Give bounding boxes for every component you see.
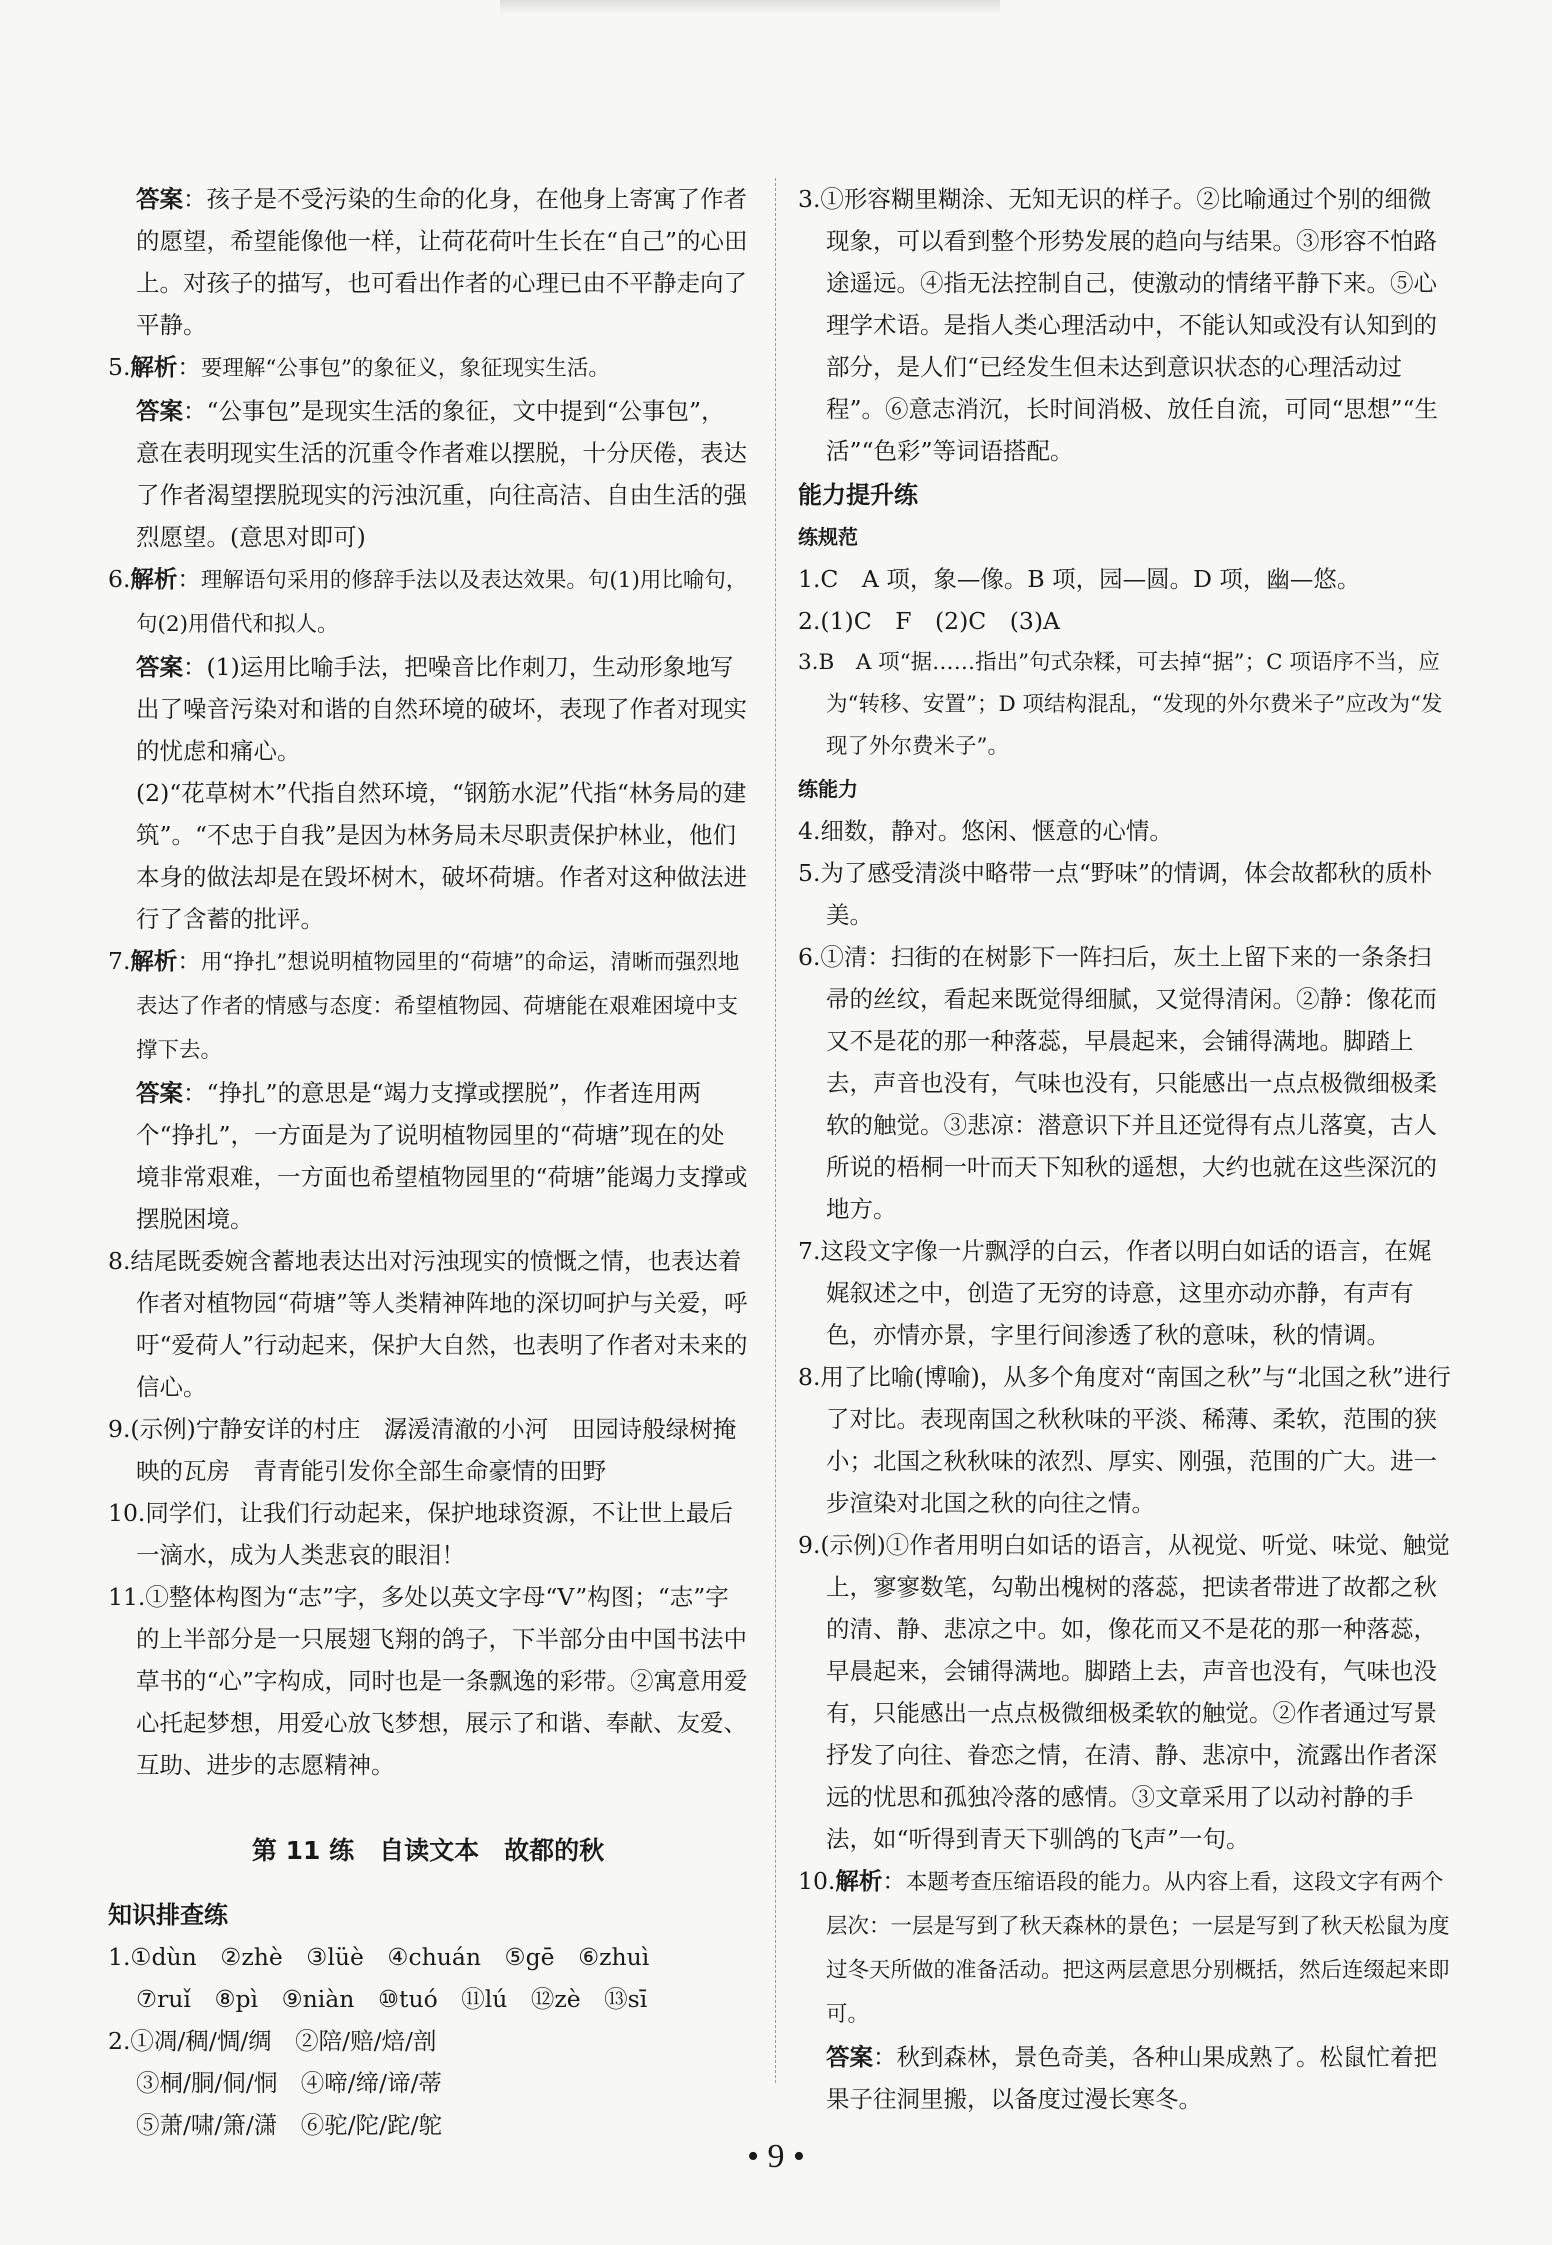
section-ability: 能力提升练 — [798, 481, 918, 509]
q6-answer-1: 答案：(1)运用比喻手法，把噪音比作刺刀，生动形象地写出了噪音污染对和谐的自然环境的破坏，表现了作者对现实的忧虑和痛心。 — [136, 653, 747, 765]
left-column — [108, 178, 748, 2146]
k2-line2: ③桐/胴/侗/恫 ④啼/缔/谛/蒂 — [136, 2069, 443, 2097]
a10-analysis: 10.解析：本题考查压缩语段的能力。从内容上看，这段文字有两个层次：一层是写到了秋天森林的景色；一层是写到了秋天松鼠为度过冬天所做的准备活动。把这两层意思分别概括，然后连缀起来即可。 — [798, 1867, 1450, 2027]
q7-answer: 答案：“挣扎”的意思是“竭力支撑或摆脱”，作者连用两个“挣扎”，一方面是为了说明植物园里的“荷塘”现在的处境非常艰难，一方面也希望植物园里的“荷塘”能竭力支撑或摆脱困境。 — [136, 1079, 748, 1233]
a4: 4.细数，静对。悠闲、惬意的心情。 — [798, 817, 1173, 845]
k2-line3: ⑤萧/啸/箫/潇 ⑥驼/陀/跎/鸵 — [136, 2111, 443, 2139]
q8: 8.结尾既委婉含蓄地表达出对污浊现实的愤慨之情，也表达着作者对植物园“荷塘”等人类精神阵地的深切呵护与关爱，呼吁“爱荷人”行动起来，保护大自然，也表明了作者对未来的信心。 — [108, 1247, 748, 1401]
k1-line2: ⑦ruǐ ⑧pì ⑨niàn ⑩tuó ⑪lú ⑫zè ⑬sī — [136, 1985, 648, 2013]
a5: 5.为了感受清淡中略带一点“野味”的情调，体会故都秋的质朴美。 — [798, 859, 1432, 929]
lesson-title: 第 11 练 自读文本 故都的秋 — [251, 1836, 605, 1865]
section-knowledge: 知识排查练 — [108, 1901, 228, 1929]
a6: 6.①清：扫街的在树影下一阵扫后，灰土上留下来的一条条扫帚的丝纹，看起来既觉得细腻，又觉得清闲。②静：像花而又不是花的那一种落蕊，早晨起来，会铺得满地。脚踏上去，声音也没有，气味也没有，只能感出一点点极微细极柔软的触觉。③悲凉：潜意识下并且还觉得有点儿落寞，古人所说的梧桐一叶而天下知秋的遥想，大约也就在这些深沉的地方。 — [798, 943, 1437, 1223]
a7: 7.这段文字像一片飘浮的白云，作者以明白如话的语言，在娓娓叙述之中，创造了无穷的诗意，这里亦动亦静，有声有色，亦情亦景，字里行间渗透了秋的意味，秋的情调。 — [798, 1237, 1432, 1349]
k1-line1: 1.①dùn ②zhè ③lüè ④chuán ⑤gē ⑥zhuì — [108, 1943, 650, 1971]
scan-edge — [500, 0, 1000, 14]
a10-answer: 答案：秋到森林，景色奇美，各种山果成熟了。松鼠忙着把果子往洞里搬，以备度过漫长寒冬。 — [826, 2043, 1437, 2113]
q5-analysis: 5.解析：要理解“公事包”的象征义，象征现实生活。 — [108, 353, 610, 381]
q6-answer-2: (2)“花草树木”代指自然环境，“钢筋水泥”代指“林务局的建筑”。“不忠于自我”是因为林务局未尽职责保护林业，他们本身的做法却是在毁坏树木，破坏荷塘。作者对这种做法进行了含蓄的批评。 — [136, 779, 747, 933]
n3: 3.B A 项“据……指出”句式杂糅，可去掉“据”；C 项语序不当，应为“转移、安置”；D 项结构混乱，“发现的外尔费米子”应改为“发现了外尔费米子”。 — [798, 650, 1443, 759]
k2-line1: 2.①凋/稠/惆/绸 ②陪/赔/焙/剖 — [108, 2027, 437, 2055]
q4-answer: 答案：孩子是不受污染的生命的化身，在他身上寄寓了作者的愿望，希望能像他一样，让荷花荷叶生长在“自己”的心田上。对孩子的描写，也可看出作者的心理已由不平静走向了平静。 — [136, 185, 748, 339]
sub-ability: 练能力 — [798, 777, 858, 801]
a9: 9.(示例)①作者用明白如话的语言，从视觉、听觉、味觉、触觉上，寥寥数笔，勾勒出槐树的落蕊，把读者带进了故都之秋的清、静、悲凉之中。如，像花而又不是花的那一种落蕊，早晨起来，会铺得满地。脚踏上去，声音也没有，气味也没有，只能感出一点点极微细极柔软的触觉。②作者通过写景抒发了向往、眷恋之情，在清、静、悲凉中，流露出作者深远的忧思和孤独冷落的感情。③文章采用了以动衬静的手法，如“听得到青天下驯鸽的飞声”一句。 — [798, 1531, 1450, 1853]
q7-analysis: 7.解析：用“挣扎”想说明植物园里的“荷塘”的命运，清晰而强烈地表达了作者的情感与态度：希望植物园、荷塘能在艰难困境中支撑下去。 — [108, 947, 740, 1063]
n2: 2.(1)C F (2)C (3)A — [798, 607, 1061, 635]
page-number: • 9 • — [747, 2138, 805, 2175]
q9: 9.(示例)宁静安详的村庄 潺湲清澈的小河 田园诗般绿树掩映的瓦房 青青能引发你全部生命豪情的田野 — [108, 1415, 737, 1485]
q10: 10.同学们，让我们行动起来，保护地球资源，不让世上最后一滴水，成为人类悲哀的眼泪！ — [108, 1499, 733, 1569]
q6-analysis: 6.解析：理解语句采用的修辞手法以及表达效果。句(1)用比喻句，句(2)用借代和拟人。 — [108, 565, 748, 637]
q11: 11.①整体构图为“志”字，多处以英文字母“V”构图；“志”字的上半部分是一只展翅飞翔的鸽子，下半部分由中国书法中草书的“心”字构成，同时也是一条飘逸的彩带。②寓意用爱心托起梦想，用爱心放飞梦想，展示了和谐、奉献、友爱、互助、进步的志愿精神。 — [108, 1583, 748, 1779]
q5-answer: 答案：“公事包”是现实生活的象征，文中提到“公事包”，意在表明现实生活的沉重令作者难以摆脱，十分厌倦，表达了作者渴望摆脱现实的污浊沉重，向往高洁、自由生活的强烈愿望。(意思对即可) — [136, 397, 747, 551]
right-column — [798, 178, 1453, 2120]
column-divider — [775, 178, 776, 2083]
sub-norm: 练规范 — [798, 525, 858, 549]
a8: 8.用了比喻(博喻)，从多个角度对“南国之秋”与“北国之秋”进行了对比。表现南国之秋秋味的平淡、稀薄、柔软，范围的狭小；北国之秋秋味的浓烈、厚实、刚强，范围的广大。进一步渲染对北国之秋的向往之情。 — [798, 1363, 1451, 1517]
n1: 1.C A 项，象—像。B 项，园—圆。D 项，幽—悠。 — [798, 565, 1361, 593]
k3: 3.①形容糊里糊涂、无知无识的样子。②比喻通过个别的细微现象，可以看到整个形势发展的趋向与结果。③形容不怕路途遥远。④指无法控制自己，使激动的情绪平静下来。⑤心理学术语。是指人类心理活动中，不能认知或没有认知到的部分，是人们“已经发生但未达到意识状态的心理活动过程”。⑥意志消沉，长时间消极、放任自流，可同“思想”“生活”“色彩”等词语搭配。 — [798, 185, 1439, 465]
